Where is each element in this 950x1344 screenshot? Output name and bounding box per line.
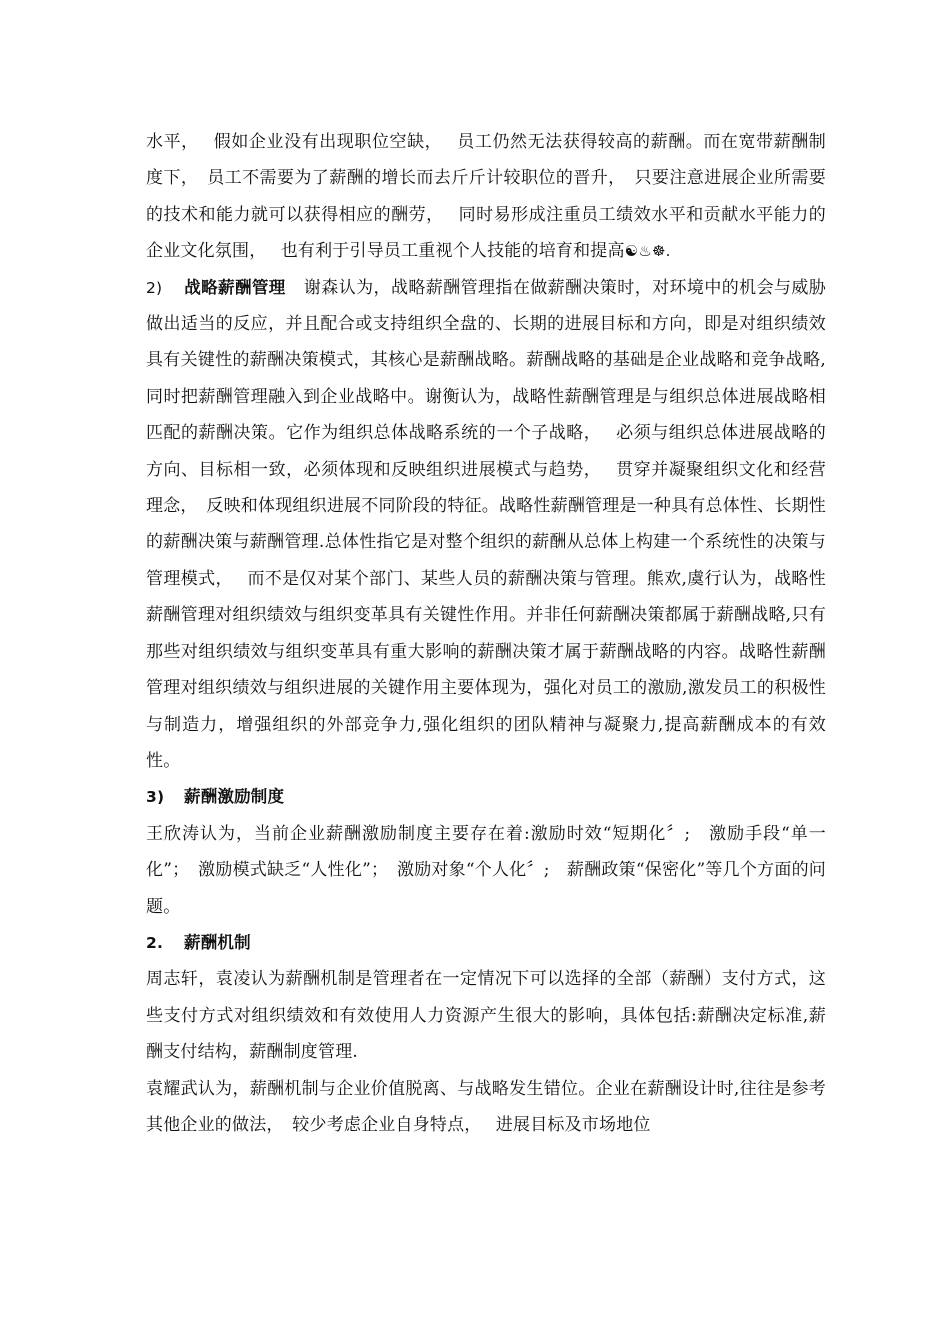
section-title: 薪酬激励制度 <box>184 787 285 807</box>
paragraph-text: 谢森认为，战略薪酬管理指在做薪酬决策时，对环境中的机会与威胁做出适当的反应，并且配合或支持组织全盘的、长期的进展目标和方向，即是对组织绩效具有关键性的薪酬决策模式，其核心是薪酬战略。薪酬战略的基础是企业战略和竞争战略,同时把薪酬管理融入到企业战略中。谢衡认为，战略性薪酬管理是与组织总体进展战略相匹配的薪酬决策。它作为组织总体战略系统的一个子战略， 必须与组织总体进展战略的方向、目标相一致，必须体现和反映组织进展模式与趋势， 贯穿并凝聚组织文化和经营理念， 反映和体现组织进展不同阶段的特征。战略性薪酬管理是一种具有总体性、长期性的薪酬决策与薪酬管理.总体性指它是对整个组织的薪酬从总体上构建一个系统性的决策与管理模式， 而不是仅对某个部门、某些人员的薪酬决策与管理。熊欢,虞行认为，战略性薪酬管理对组织绩效与组织变革具有关键性作用。并非任何薪酬决策都属于薪酬战略,只有那些对组织绩效与组织变革具有重大影响的薪酬决策才属于薪酬战略的内容。战略性薪酬管理对组织绩效与组织进展的关键作用主要体现为，强化对员工的激励,激发员工的积极性与制造力，增强组织的外部竞争力,强化组织的团队精神与凝聚力,提高薪酬成本的有效性。 <box>146 277 827 771</box>
paragraph-text: 水平， 假如企业没有出现职位空缺， 员工仍然无法获得较高的薪酬。而在宽带薪酬制度下， 员工不需要为了薪酬的增长而去斤斤计较职位的晋升， 只要注意进展企业所需要的技术和能力就可以获得相应的酬劳， 同时易形成注重员工绩效水平和贡献水平能力的企业文化氛围， 也有利于引导员工重视个人技能的培育和提高 <box>146 132 826 262</box>
section-number: 3) <box>146 788 165 807</box>
paragraph-broadband-pay <box>146 124 826 270</box>
section-title: 战略薪酬管理 <box>184 277 286 297</box>
section-incentive-system-heading <box>146 779 826 815</box>
section-strategic-pay <box>146 270 826 780</box>
paragraph-pay-mechanism-definition <box>146 961 826 1070</box>
symbol-glyphs: ☯♨☸. <box>624 242 671 261</box>
section-number: 2. <box>146 933 164 952</box>
section-title: 薪酬机制 <box>184 932 251 952</box>
paragraph-incentive-problems <box>146 816 826 925</box>
paragraph-text: 袁耀武认为，薪酬机制与企业价值脱离、与战略发生错位。企业在薪酬设计时,往往是参考其他企业的做法， 较少考虑企业自身特点， 进展目标及市场地位 <box>146 1078 826 1135</box>
section-pay-mechanism-heading <box>146 925 826 961</box>
paragraph-text: 周志轩，袁凌认为薪酬机制是管理者在一定情况下可以选择的全部（薪酬）支付方式，这些支付方式对组织绩效和有效使用人力资源产生很大的影响，具体包括:薪酬决定标准,薪酬支付结构，薪酬制度管理. <box>146 969 826 1063</box>
paragraph-pay-mechanism-issues <box>146 1071 826 1144</box>
paragraph-text: 王欣涛认为，当前企业薪酬激励制度主要存在着:激励时效“短期化〞; 激励手段“单一化”； 激励模式缺乏“人性化”； 激励对象“个人化〞; 薪酬政策“保密化”等几个方面的问题。 <box>146 823 826 917</box>
section-number: 2) <box>146 278 163 297</box>
document-body <box>146 124 826 1143</box>
